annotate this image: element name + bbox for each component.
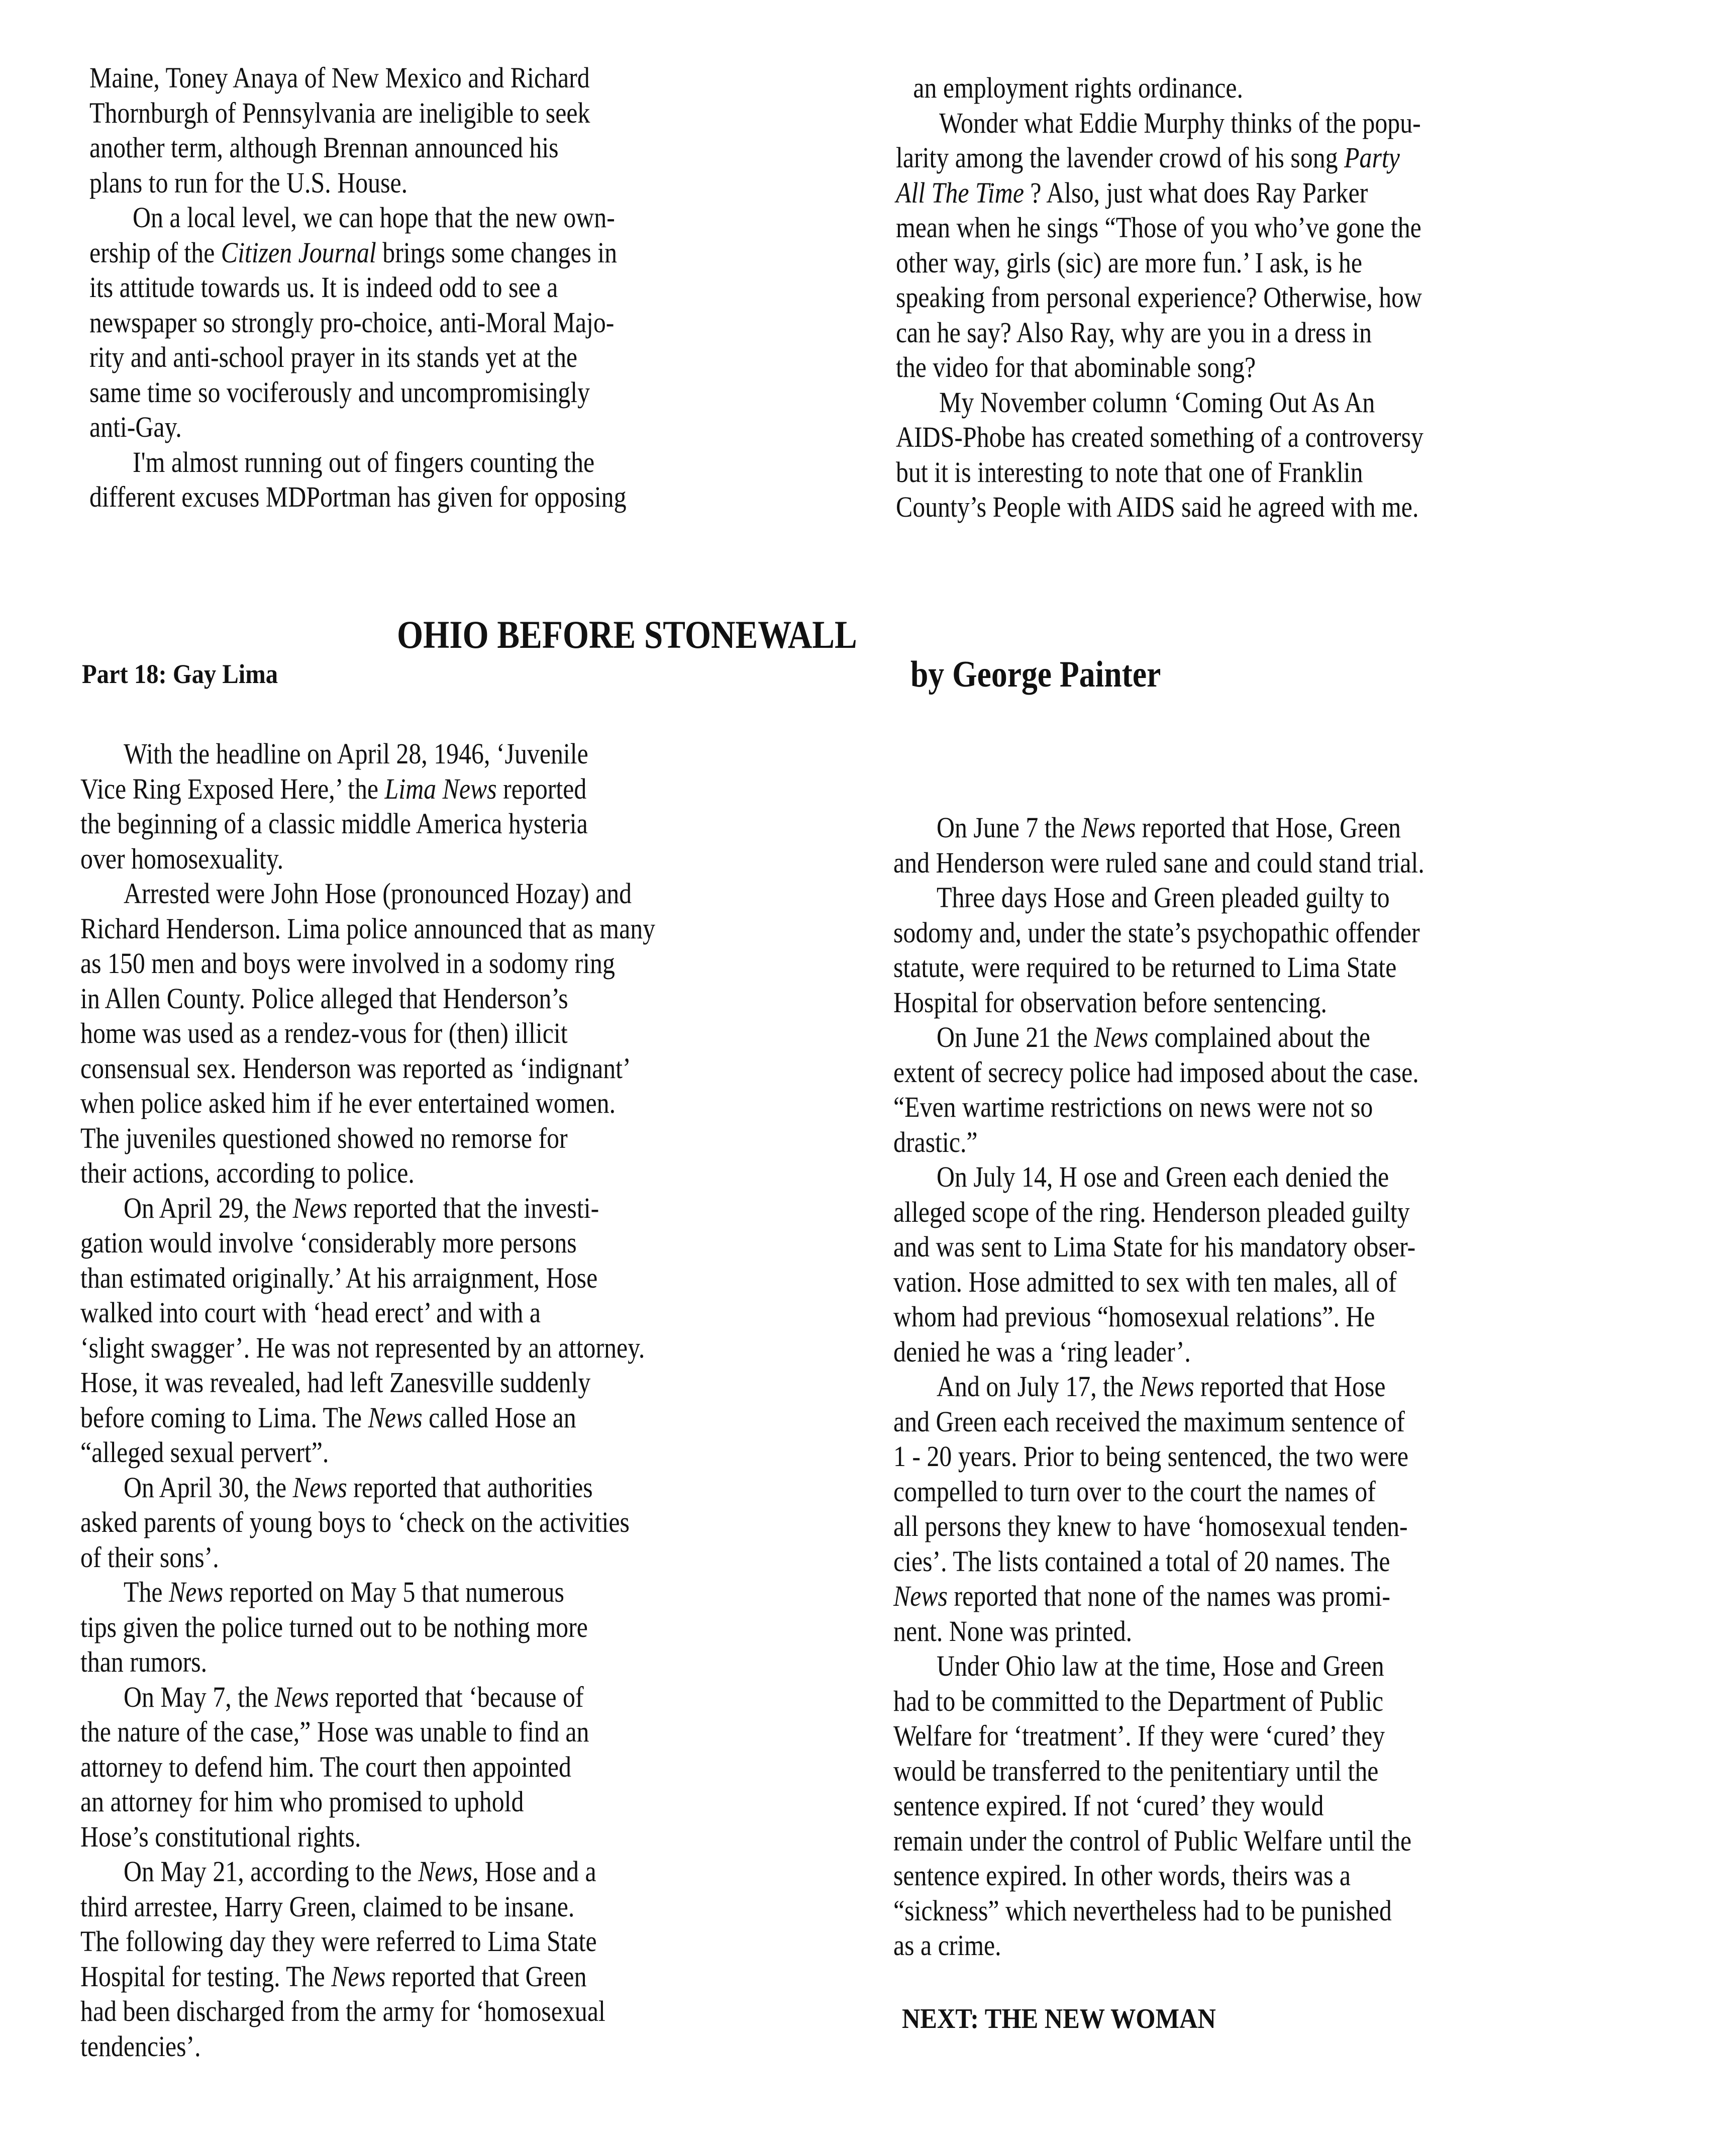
text-line: compelled to turn over to the court the names of <box>893 1475 1376 1508</box>
text-line: third arrestee, Harry Green, claimed to be insane. <box>80 1890 575 1923</box>
text-line <box>893 810 1424 845</box>
text-run: reported that authorities <box>347 1471 593 1504</box>
article-column-right <box>893 810 1511 1963</box>
text-line: Wonder what Eddie Murphy thinks of the popu- <box>939 106 1421 139</box>
italic-title: News <box>368 1401 423 1434</box>
text-line: can he say? Also Ray, why are you in a dress in <box>896 316 1372 349</box>
text-line: anti-Gay. <box>89 411 182 443</box>
text-line: denied he was a ‘ring leader’. <box>893 1335 1191 1368</box>
italic-title: News <box>1140 1370 1194 1403</box>
text-line: whom had previous “homosexual relations”. He <box>893 1300 1375 1333</box>
italic-title: News <box>292 1191 347 1224</box>
text-run: called Hose an <box>422 1401 576 1434</box>
text-line: extent of secrecy police had imposed about the case. <box>893 1055 1419 1089</box>
text-line: Hose, it was revealed, had left Zanesville suddenly <box>80 1366 591 1399</box>
italic-title: Citizen Journal <box>221 236 376 269</box>
italic-title: News <box>331 1960 386 1993</box>
text-line <box>893 1579 1424 1614</box>
text-line: gation would involve ‘considerably more persons <box>80 1226 577 1259</box>
italic-title: News <box>893 1580 948 1612</box>
text-line: vation. Hose admitted to sex with ten males, all of <box>893 1265 1397 1298</box>
text-line: drastic.” <box>893 1125 978 1158</box>
text-line: rity and anti-school prayer in its stands yet at the <box>89 341 578 373</box>
text-line: but it is interesting to note that one of Franklin <box>896 455 1363 489</box>
text-line: newspaper so strongly pro-choice, anti-Moral Majo- <box>89 306 615 339</box>
text-line: tips given the police turned out to be nothing more <box>80 1610 588 1643</box>
text-line <box>893 1369 1424 1404</box>
italic-title: News <box>274 1680 329 1713</box>
italic-title: Party <box>1344 141 1400 174</box>
text-line: Arrested were John Hose (pronounced Hozay) and <box>124 877 632 910</box>
text-line: sentence expired. If not ‘cured’ they would <box>893 1789 1324 1822</box>
text-line: other way, girls (sic) are more fun.’ I ask, is he <box>896 246 1362 279</box>
text-line: 1 - 20 years. Prior to being sentenced, the two were <box>893 1440 1409 1473</box>
text-line: would be transferred to the penitentiary until the <box>893 1754 1379 1787</box>
text-run: reported that ‘because of <box>329 1680 584 1713</box>
text-line: home was used as a rendez-vous for (then) illicit <box>80 1017 568 1049</box>
article-byline: by George Painter <box>910 654 1161 695</box>
text-run: reported that Green <box>385 1960 587 1993</box>
text-run: ? Also, just what does Ray Parker <box>1024 176 1368 209</box>
text-line: Maine, Toney Anaya of New Mexico and Richard <box>89 61 590 94</box>
text-run: On June 7 the <box>937 811 1082 844</box>
text-line: nent. None was printed. <box>893 1614 1133 1647</box>
text-line: consensual sex. Henderson was reported as ‘indignant’ <box>80 1051 631 1085</box>
text-line: The juveniles questioned showed no remorse for <box>80 1121 568 1154</box>
text-line <box>80 1575 655 1610</box>
text-line: sentence expired. In other words, theirs was a <box>893 1859 1351 1892</box>
text-run: On April 30, the <box>124 1471 293 1504</box>
text-line: “sickness” which nevertheless had to be punished <box>893 1894 1392 1927</box>
text-run: Hose and a <box>478 1855 596 1888</box>
text-run: And on July 17, the <box>937 1370 1140 1403</box>
text-line: the beginning of a classic middle America hysteria <box>80 807 588 840</box>
text-run: reported <box>496 772 587 805</box>
text-run: On April 29, the <box>124 1191 293 1224</box>
text-line <box>89 235 627 270</box>
text-line: as a crime. <box>893 1929 1001 1962</box>
text-line: when police asked him if he ever entertained women. <box>80 1087 616 1119</box>
text-line: their actions, according to police. <box>80 1156 415 1189</box>
text-line: My November column ‘Coming Out As An <box>939 385 1375 419</box>
italic-title: Lima News <box>384 772 497 805</box>
italic-title: All The Time <box>896 176 1024 209</box>
text-run: brings some changes in <box>376 236 618 269</box>
text-line: an attorney for him who promised to uphold <box>80 1785 524 1818</box>
text-line: and Green each received the maximum sentence of <box>893 1405 1405 1438</box>
text-line: had been discharged from the army for ‘homosexual <box>80 1995 605 2027</box>
text-line: “alleged sexual pervert”. <box>80 1436 329 1469</box>
text-line: ‘slight swagger’. He was not represented by an attorney. <box>80 1331 645 1364</box>
text-line: than rumors. <box>80 1645 208 1678</box>
article-subtitle: Part 18: Gay Lima <box>82 659 278 689</box>
text-line: Welfare for ‘treatment’. If they were ‘cured’ they <box>893 1719 1385 1752</box>
text-line: all persons they knew to have ‘homosexual tenden- <box>893 1510 1408 1542</box>
previous-article-column-right <box>896 70 1509 525</box>
text-line <box>80 1680 655 1715</box>
article-column-left <box>80 736 749 2064</box>
text-line: than estimated originally.’ At his arraignment, Hose <box>80 1261 598 1294</box>
text-run: On June 21 the <box>937 1021 1094 1053</box>
text-line <box>80 1400 655 1435</box>
text-line: cies’. The lists contained a total of 20 names. The <box>893 1544 1390 1578</box>
text-line: attorney to defend him. The court then appointed <box>80 1750 572 1783</box>
text-line: sodomy and, under the state’s psychopathic offender <box>893 916 1420 949</box>
text-run: before coming to Lima. The <box>80 1401 368 1434</box>
text-line <box>80 1959 655 1994</box>
text-line: AIDS-Phobe has created something of a controversy <box>896 421 1423 453</box>
text-line: in Allen County. Police alleged that Henderson’s <box>80 982 568 1015</box>
text-line: of their sons’. <box>80 1540 219 1574</box>
italic-title: News <box>1081 811 1136 844</box>
text-run: reported that Hose, Green <box>1136 811 1401 844</box>
text-line: statute, were required to be returned to Lima State <box>893 951 1397 984</box>
text-line: Richard Henderson. Lima police announced that as many <box>80 912 656 945</box>
text-run: reported that the investi- <box>347 1191 599 1224</box>
text-line: alleged scope of the ring. Henderson pleaded guilty <box>893 1195 1410 1228</box>
text-run: larity among the lavender crowd of his song <box>896 141 1345 174</box>
text-line <box>80 1470 655 1505</box>
text-line: On a local level, we can hope that the new own- <box>133 201 615 234</box>
previous-article-column-left <box>89 60 713 515</box>
text-line: an employment rights ordinance. <box>913 71 1243 104</box>
text-line: The following day they were referred to Lima State <box>80 1925 597 1958</box>
text-run: Vice Ring Exposed Here,’ the <box>80 772 385 805</box>
text-line: the video for that abominable song? <box>896 351 1256 383</box>
text-line: remain under the control of Public Welfare until the <box>893 1824 1412 1857</box>
text-line <box>896 140 1423 175</box>
article-title: OHIO BEFORE STONEWALL <box>397 613 857 656</box>
italic-title: News <box>169 1576 224 1608</box>
text-line: I'm almost running out of fingers counting the <box>133 445 595 478</box>
text-line: same time so vociferously and uncompromisingly <box>89 375 590 409</box>
next-installment-note: NEXT: THE NEW WOMAN <box>902 2003 1216 2034</box>
text-line: mean when he sings “Those of you who’ve gone the <box>896 211 1421 244</box>
text-run: reported that Hose <box>1194 1370 1386 1403</box>
italic-title: News <box>1094 1021 1149 1053</box>
text-run: On May 21, according to the <box>124 1855 418 1888</box>
text-line: asked parents of young boys to ‘check on the activities <box>80 1506 630 1538</box>
text-line <box>80 1191 655 1226</box>
text-line <box>80 1854 655 1889</box>
text-line: as 150 men and boys were involved in a sodomy ring <box>80 947 615 980</box>
italic-title: News <box>292 1471 347 1504</box>
text-line: On July 14, H ose and Green each denied the <box>937 1160 1389 1193</box>
text-line: different excuses MDPortman has given for opposing <box>89 480 627 513</box>
text-line: walked into court with ‘head erect’ and with a <box>80 1296 541 1329</box>
text-line: had to be committed to the Department of Public <box>893 1684 1384 1717</box>
text-line: over homosexuality. <box>80 842 284 875</box>
text-run: reported that none of the names was promi- <box>948 1580 1391 1612</box>
text-line: Under Ohio law at the time, Hose and Green <box>937 1649 1384 1682</box>
text-line: and Henderson were ruled sane and could stand trial. <box>893 846 1424 879</box>
text-line: its attitude towards us. It is indeed odd to see a <box>89 271 558 304</box>
text-line: the nature of the case,” Hose was unable to find an <box>80 1715 589 1748</box>
text-run: The <box>124 1576 169 1608</box>
text-line <box>80 771 655 807</box>
text-line: another term, although Brennan announced his <box>89 131 559 164</box>
italic-title: News, <box>418 1855 479 1888</box>
text-line: With the headline on April 28, 1946, ‘Juvenile <box>124 737 588 770</box>
text-run: Hospital for testing. The <box>80 1960 332 1993</box>
text-run: reported on May 5 that numerous <box>223 1576 564 1608</box>
text-line: Hospital for observation before sentencing. <box>893 986 1327 1019</box>
text-run: complained about the <box>1148 1021 1371 1053</box>
text-line: speaking from personal experience? Otherwise, how <box>896 281 1422 314</box>
text-line: Three days Hose and Green pleaded guilty to <box>937 881 1390 914</box>
text-line <box>896 175 1423 211</box>
text-line: Thornburgh of Pennsylvania are ineligible to seek <box>89 96 590 129</box>
text-run: ership of the <box>89 236 221 269</box>
text-line: Hose’s constitutional rights. <box>80 1820 361 1853</box>
text-line: plans to run for the U.S. House. <box>89 166 408 199</box>
text-line: “Even wartime restrictions on news were not so <box>893 1091 1373 1123</box>
text-line: and was sent to Lima State for his mandatory obser- <box>893 1230 1416 1263</box>
text-line <box>893 1020 1424 1055</box>
text-line: County’s People with AIDS said he agreed with me. <box>896 491 1419 523</box>
text-line: tendencies’. <box>80 2029 201 2063</box>
text-run: On May 7, the <box>124 1680 275 1713</box>
